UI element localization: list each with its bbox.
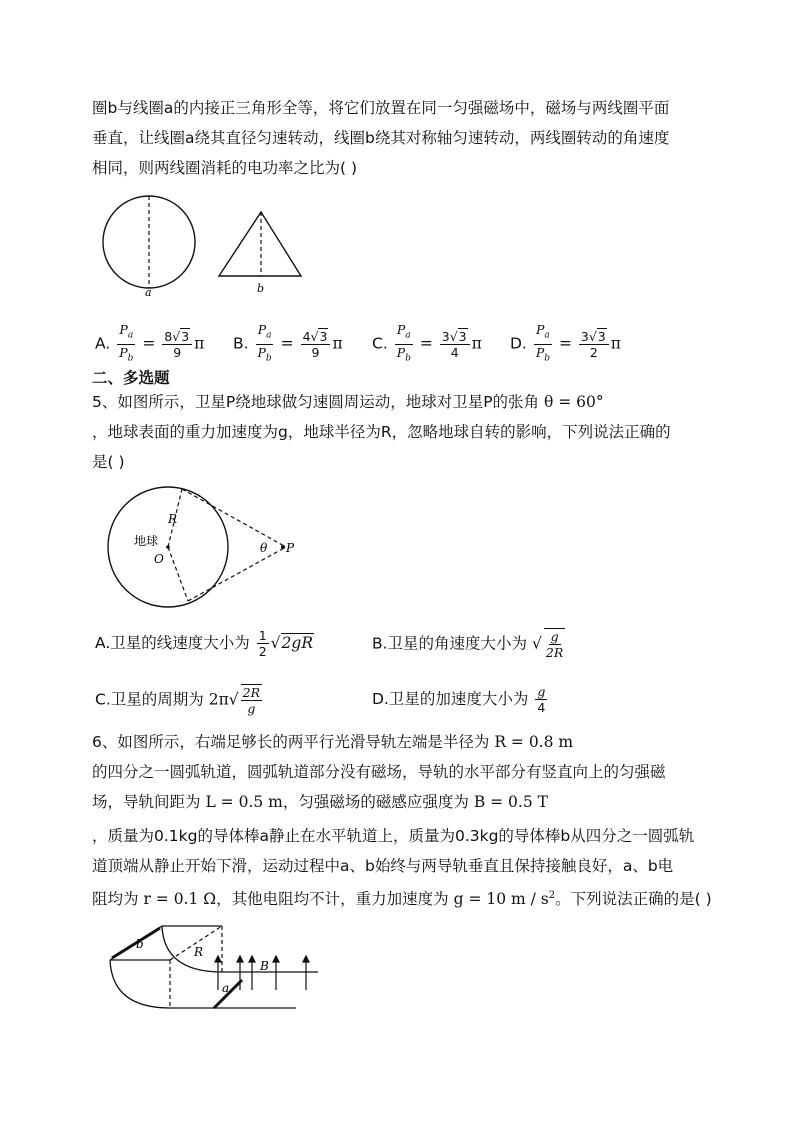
rod-b-label: b [136,937,144,951]
q5-option-b[interactable]: B.卫星的角速度大小为 √ $\frac{g}{2R}$ [372,629,564,660]
coil-a-label: a [145,286,152,299]
q6-stem-line-3: 场，导轨间距为 L = 0.5 m，匀强磁场的磁感应强度为 B = 0.5 T [92,793,548,811]
q5-stem-line-3: 是( ) [92,453,125,471]
q6-stem-line-4: ，质量为0.1kg的导体棒a静止在水平轨道上，质量为0.3kg的导体棒b从四分之一圆弧轨 [92,827,695,845]
q5-stem-line-1: 5、如图所示，卫星P绕地球做匀速圆周运动，地球对卫星P的张角 θ = 60° [92,393,604,411]
q4-stem-line-2: 垂直，让线圈a绕其直径匀速转动，线圈b绕其对称轴匀速转动，两线圈转动的角速度 [92,129,670,147]
q5-option-c[interactable]: C.卫星的周期为 2π√ $\frac{2R}{g}$ [95,685,261,716]
q4-option-b[interactable]: B. $\frac{P_a}{P_b}$ = $\frac{4√3}{9}$ π [233,322,343,363]
q5-option-d[interactable]: D.卫星的加速度大小为 $\frac{g}{4}$ [372,684,546,715]
q5-figure-satellite [100,485,300,610]
q4-option-c[interactable]: C. $\frac{P_a}{P_b}$ = $\frac{3√3}{4}$ π [372,322,482,363]
angle-label: θ [260,541,268,555]
radius-label: R [194,945,204,959]
field-label: B [260,959,269,973]
q6-stem-line-1: 6、如图所示，右端足够长的两平行光滑导轨左端是半径为 R = 0.8 m [92,733,574,751]
q4-option-d[interactable]: D. $\frac{P_a}{P_b}$ = $\frac{3√3}{2}$ π [510,322,621,363]
earth-label: 地球 [134,534,159,548]
satellite-dot [281,545,285,549]
tangent-line-lower [188,547,286,601]
q4-option-a[interactable]: A. $\frac{P_a}{P_b}$ = $\frac{8√3}{9}$ π [95,322,205,363]
q6-stem-line-2: 的四分之一圆弧轨道，圆弧轨道部分没有磁场，导轨的水平部分有竖直向上的匀强磁 [92,763,666,781]
arc-front [110,960,170,1008]
q4-stem-line-3: 相同，则两线圈消耗的电功率之比为( ) [92,159,358,177]
radius-line-lower [168,547,188,601]
q4-figure-coils [95,190,315,300]
q6-stem-line-6: 阻均为 r = 0.1 Ω，其他电阻均不计，重力加速度为 g = 10 m / $s^2$。下列说法正确的是( ) [92,890,712,909]
center-label: O [154,552,164,566]
coil-b-label: b [257,282,265,295]
tangent-line-upper [182,489,286,547]
q5-stem-line-2: ，地球表面的重力加速度为g，地球半径为R，忽略地球自转的影响，下列说法正确的 [92,423,671,441]
coil-b-triangle [219,212,301,276]
radius-label: R [168,512,178,526]
rod-a-label: a [222,981,230,995]
q6-stem-line-5: 道顶端从静止开始下滑，运动过程中a、b始终与两导轨垂直且保持接触良好，a、b电 [92,857,674,875]
satellite-label: P [286,541,295,555]
section-heading: 二、多选题 [92,369,170,387]
arc-back [162,926,222,972]
q6-figure-rails [100,920,330,1020]
earth-center-dot [166,545,170,549]
q4-stem-line-1: 圈b与线圈a的内接正三角形全等，将它们放置在同一匀强磁场中，磁场与两线圈平面 [92,99,670,117]
q5-option-a[interactable]: A.卫星的线速度大小为 $\frac{1}{2}$ √2gR [95,628,314,659]
